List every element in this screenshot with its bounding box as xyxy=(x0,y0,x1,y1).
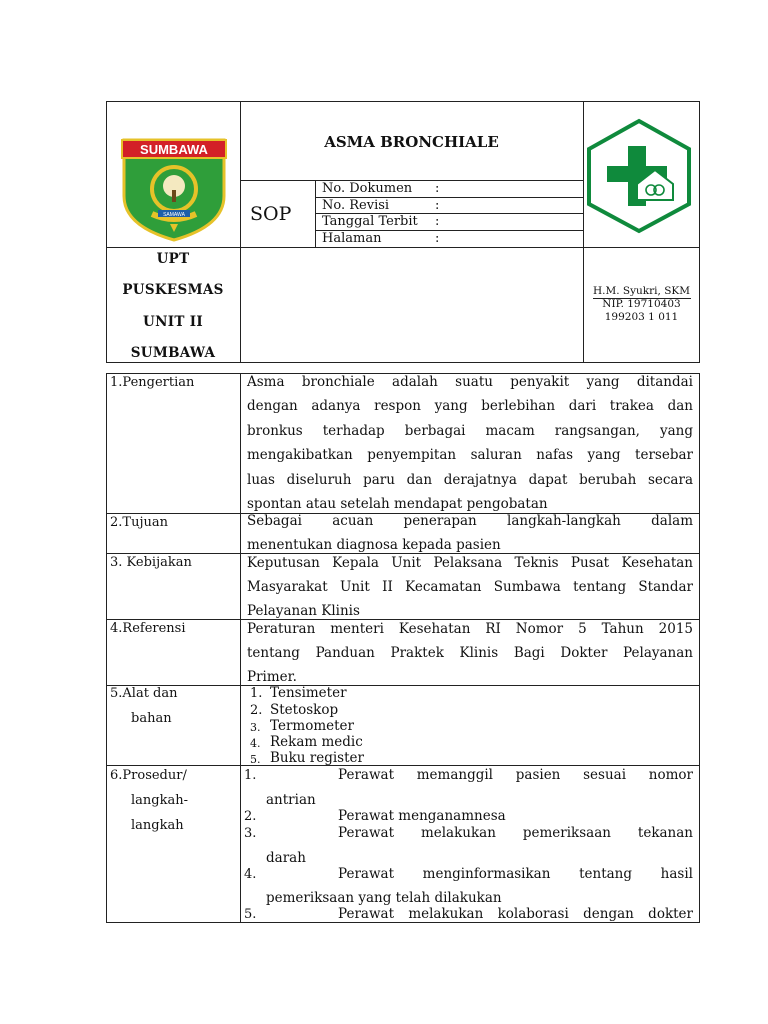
sop-label: SOP xyxy=(250,203,292,225)
section-text-line: spontan atau setelah mendapat pengobatan xyxy=(247,496,548,512)
section-label: langkah- xyxy=(131,793,188,808)
section-text-line: tentang Panduan Praktek Klinis Bagi Dokter Pelayanan xyxy=(247,645,693,661)
list-item-number: 2. xyxy=(250,703,263,718)
section-label: 4.Referensi xyxy=(110,621,186,636)
list-item-number: 1. xyxy=(250,686,263,701)
section-label: 1.Pengertian xyxy=(110,375,195,390)
section-text-line: Keputusan Kepala Unit Pelaksana Teknis Pusat Kesehatan xyxy=(247,555,693,571)
doc-number-colon: : xyxy=(435,181,440,196)
section-text-line: Primer. xyxy=(247,669,297,685)
list-item: Rekam medic xyxy=(270,734,363,750)
list-item-number: 3. xyxy=(250,721,261,734)
org-line-1: UPT xyxy=(156,251,190,267)
list-item-number: 5. xyxy=(250,753,261,766)
step-text-continued: pemeriksaan yang telah dilakukan xyxy=(266,890,502,906)
page-label: Halaman xyxy=(322,231,382,246)
signatory-name: H.M. Syukri, SKM xyxy=(592,285,690,297)
step-text: Perawat menganamnesa xyxy=(338,808,506,824)
step-number: 2. xyxy=(244,809,257,824)
sumbawa-regency-crest-icon xyxy=(118,134,230,242)
list-item-number: 4. xyxy=(250,737,261,750)
list-item: Buku register xyxy=(270,750,364,766)
section-text-line: bronkus terhadap berbagai macam rangsangan, yang xyxy=(247,423,693,439)
org-line-4: SUMBAWA xyxy=(130,345,216,361)
revision-label: No. Revisi xyxy=(322,198,390,213)
svg-text:SAMAWA: SAMAWA xyxy=(163,212,185,218)
nip-line-2: 199203 1 011 xyxy=(604,311,679,323)
step-text-continued: antrian xyxy=(266,792,316,808)
list-item: Termometer xyxy=(270,718,354,734)
section-text-line: Asma bronchiale adalah suatu penyakit yang ditandai xyxy=(247,374,693,390)
section-text-line: Masyarakat Unit II Kecamatan Sumbawa tentang Standar xyxy=(247,579,693,595)
step-number: 5. xyxy=(244,907,257,922)
section-text-line: luas diseluruh paru dan derajatnya dapat berubah secara xyxy=(247,472,693,488)
section-label: bahan xyxy=(131,711,172,726)
step-text: Perawat melakukan kolaborasi dengan dokter xyxy=(338,906,693,922)
org-line-2: PUSKESMAS xyxy=(122,282,224,298)
revision-colon: : xyxy=(435,198,440,213)
step-number: 1. xyxy=(244,768,257,783)
org-line-3: UNIT II xyxy=(143,314,203,330)
section-text-line: Pelayanan Klinis xyxy=(247,603,360,619)
section-label: 6.Prosedur/ xyxy=(110,768,187,783)
list-item: Tensimeter xyxy=(270,685,347,701)
section-text-line: menentukan diagnosa kepada pasien xyxy=(247,537,501,553)
doc-number-label: No. Dokumen xyxy=(322,181,413,196)
section-label: langkah xyxy=(131,818,184,833)
issue-date-label: Tanggal Terbit xyxy=(322,214,418,229)
step-number: 3. xyxy=(244,826,257,841)
section-text-line: mengakibatkan penyempitan saluran nafas yang tersebar xyxy=(247,447,693,463)
step-text: Perawat melakukan pemeriksaan tekanan xyxy=(338,825,693,841)
list-item: Stetoskop xyxy=(270,702,339,718)
section-label: 5.Alat dan xyxy=(110,686,178,701)
step-text: Perawat menginformasikan tentang hasil xyxy=(338,866,693,882)
page-colon: : xyxy=(435,231,440,246)
section-label: 3. Kebijakan xyxy=(110,555,192,570)
puskesmas-logo-icon xyxy=(585,118,693,234)
section-text-line: Peraturan menteri Kesehatan RI Nomor 5 Tahun 2015 xyxy=(247,621,693,637)
section-text-line: dengan adanya respon yang berlebihan dari trakea dan xyxy=(247,398,693,414)
nip-line-1: NIP. 19710403 xyxy=(602,298,681,310)
step-number: 4. xyxy=(244,867,257,882)
step-text: Perawat memanggil pasien sesuai nomor xyxy=(338,767,693,783)
sop-title: ASMA BRONCHIALE xyxy=(324,133,499,151)
step-text-continued: darah xyxy=(266,850,306,866)
svg-text:SUMBAWA: SUMBAWA xyxy=(140,142,208,157)
section-text-line: Sebagai acuan penerapan langkah-langkah dalam xyxy=(247,513,693,529)
issue-date-colon: : xyxy=(435,214,440,229)
section-label: 2.Tujuan xyxy=(110,515,168,530)
